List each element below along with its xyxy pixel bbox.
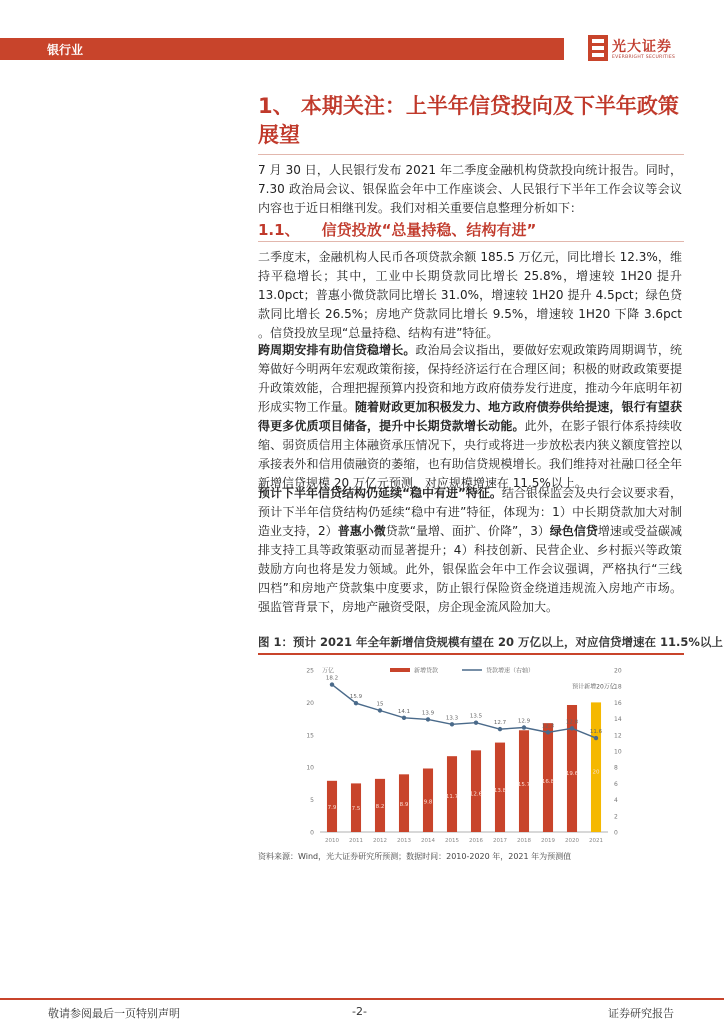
y-tick-label: 20: [306, 699, 314, 707]
growth-point-2019: [546, 730, 550, 734]
y2-tick-label: 0: [614, 829, 618, 837]
y2-tick-label: 2: [614, 813, 618, 821]
y2-tick-label: 16: [614, 699, 622, 707]
growth-line: [332, 685, 596, 738]
growth-point-2011: [354, 701, 358, 705]
legend-label-bars: 新增贷款: [414, 667, 439, 675]
paragraph-credit-overview: 二季度末，金融机构人民币各项贷款余额 185.5 万亿元，同比增长 12.3%，维持平稳增长；其中，工业中长期贷款同比增长 25.8%，增速较 1H20 提升 13.0pct；普惠小微贷款同比增长 31.0%，增速较 1H20 提升 4.5pct；绿色贷款同比增长 26.5%；房地产贷款同比增长 9.5%，增速较 1H20 下降 3.6pct 。信贷投放呈现“总量持稳、结构有进”特征。: [258, 250, 682, 340]
brand-name: 光大证券: [612, 39, 672, 55]
bar-2018: [519, 730, 529, 832]
x-tick-label: 2014: [421, 838, 435, 844]
x-tick-label: 2019: [541, 838, 555, 844]
y2-tick-label: 4: [614, 797, 618, 805]
y-tick-label: 5: [310, 797, 314, 805]
paragraph-structure: [258, 484, 682, 617]
x-tick-label: 2021: [589, 838, 603, 844]
paragraph-highlight: 绿色信贷: [549, 524, 598, 538]
legend-label-line: 贷款增速（右轴）: [486, 667, 535, 675]
paragraph-text: 结合银保监会及央行会议要求看，预计下半年信贷结构仍延续“稳中有进”特征，体现为：1）中长期贷款加大对制造业支持，2）: [258, 486, 682, 538]
y2-tick-label: 14: [614, 716, 622, 724]
figure-title-rule: [258, 653, 684, 655]
paragraph-lead: 跨周期安排有助信贷稳增长。: [258, 343, 416, 357]
y-tick-label: 25: [306, 667, 314, 675]
growth-value-label: 15.9: [349, 694, 363, 701]
bar-2021: [591, 702, 601, 832]
growth-value-label: 12.7: [493, 720, 507, 727]
paragraph-highlight: 随着财政更加积极发力、地方政府债券供给提速，银行有望获得更多优质项目储备，提升中长期贷款增长动能。: [258, 400, 682, 433]
growth-value-label: 13.9: [421, 710, 435, 717]
subsection-number: 1.1、: [258, 221, 300, 239]
y-tick-label: 10: [306, 764, 314, 772]
y2-tick-label: 8: [614, 764, 618, 772]
forecast-annotation: 预计新增20万亿: [572, 683, 616, 691]
growth-value-label: 13.5: [469, 713, 483, 720]
subsection-title: [258, 219, 536, 240]
growth-point-2014: [426, 717, 430, 721]
header-bar: [0, 38, 564, 60]
figure-title: 图 1：预计 2021 年全年新增信贷规模有望在 20 万亿以上，对应信贷增速在 11.5%以上: [258, 635, 723, 649]
bar-value-label: 7.5: [351, 806, 361, 813]
growth-value-label: 12.9: [517, 718, 531, 725]
paragraph-highlight: 普惠小微: [337, 524, 386, 538]
bar-value-label: 20: [592, 769, 600, 776]
growth-value-label: 15: [376, 701, 384, 708]
y2-tick-label: 10: [614, 748, 622, 756]
legend-swatch-bars: [390, 668, 410, 672]
growth-point-2021: [594, 736, 598, 740]
x-tick-label: 2010: [325, 838, 339, 844]
page-number: -2-: [352, 1005, 367, 1018]
x-tick-label: 2018: [517, 838, 531, 844]
paragraph-text: 此外，在影子银行体系持续收缩、弱资质信用主体融资承压情况下，央行或将进一步放松表内狭义额度管控以承接表外和信用债融资的萎缩，也有助信贷规模增长。我们维持对社融口径全年新增信贷规模 20 万亿元预测，对应规模增速在 11.5%以上。: [258, 419, 682, 490]
bar-2019: [543, 723, 553, 832]
growth-point-2016: [474, 720, 478, 724]
brand-subtitle: EVERBRIGHT SECURITIES: [612, 55, 676, 60]
x-tick-label: 2011: [349, 838, 363, 844]
y-tick-label: 15: [306, 732, 314, 740]
paragraph-text: 增速或受益碳减排支持工具等政策驱动而显著提升；4）科技创新、民营企业、乡村振兴等政策鼓励方向也将是发力领域。此外，银保监会年中工作会议强调，严格执行“三线四档”和房地产贷款集中度要求，防止银行保险资金绕道违规流入房地产市场。强监管背景下，房地产融资受限，房企现金流风险加大。: [258, 524, 682, 614]
bar-value-label: 8.2: [375, 804, 385, 811]
footer-disclaimer: 敬请参阅最后一页特别声明: [48, 1007, 180, 1020]
growth-point-2020: [570, 726, 574, 730]
bar-value-label: 8.9: [399, 802, 409, 809]
bar-value-label: 9.8: [423, 799, 433, 806]
y2-tick-label: 20: [614, 667, 622, 675]
section-title: 1、 本期关注：上半年信贷投向及下半年政策展望: [258, 94, 679, 147]
y-tick-label: 0: [310, 829, 314, 837]
bar-value-label: 15.7: [517, 782, 531, 789]
growth-value-label: 12.3: [541, 723, 555, 730]
growth-point-2015: [450, 722, 454, 726]
growth-point-2010: [330, 682, 334, 686]
growth-value-label: 11.6: [589, 729, 603, 736]
paragraph-text: 政治局会议指出，要做好宏观政策跨周期调节，统筹做好今明两年宏观政策衔接，保持经济运行在合理区间；积极的财政政策要提升政策效能，合理把握预算内投资和地方政府债券发行进度，推动今年底明年初形成实物工作量。: [258, 343, 682, 414]
x-tick-label: 2017: [493, 838, 507, 844]
y2-tick-label: 18: [614, 683, 622, 691]
sector-label: 银行业: [47, 43, 84, 57]
growth-value-label: 14.1: [397, 708, 411, 715]
bar-value-label: 11.7: [445, 793, 459, 800]
subsection-divider: [258, 241, 684, 242]
growth-value-label: 18.2: [325, 675, 339, 682]
x-tick-label: 2016: [469, 838, 483, 844]
bar-value-label: 13.8: [493, 787, 507, 794]
brand-mark-icon: [588, 35, 608, 61]
x-tick-label: 2013: [397, 838, 411, 844]
paragraph-text: 贷款“量增、面扩、价降”，3）: [385, 524, 550, 538]
bar-value-label: 16.8: [541, 779, 555, 786]
bar-value-label: 12.6: [469, 791, 483, 798]
paragraph-lead: 预计下半年信贷结构仍延续“稳中有进”特征。: [258, 486, 502, 500]
growth-point-2017: [498, 727, 502, 731]
growth-point-2018: [522, 725, 526, 729]
footer-rule: [0, 998, 724, 1000]
figure-source: 资料来源：Wind，光大证券研究所预测；数据时间：2010-2020 年，2021 年为预测值: [258, 852, 572, 861]
bar-value-label: 7.9: [327, 804, 337, 811]
credit-chart: [258, 656, 684, 848]
brand-logo: [588, 33, 698, 67]
y-axis-unit: 万亿: [322, 667, 335, 675]
x-tick-label: 2020: [565, 838, 579, 844]
growth-value-label: 13.3: [445, 715, 459, 722]
x-tick-label: 2012: [373, 838, 387, 844]
y2-tick-label: 6: [614, 780, 618, 788]
growth-point-2013: [402, 716, 406, 720]
x-tick-label: 2015: [445, 838, 459, 844]
subsection-text: 信贷投放“总量持稳、结构有进”: [321, 221, 537, 239]
bar-value-label: 19.6: [565, 770, 579, 777]
footer-report-type: 证券研究报告: [608, 1007, 674, 1020]
paragraph-cross-cycle: [258, 341, 682, 493]
y2-tick-label: 12: [614, 732, 622, 740]
intro-paragraph: 7 月 30 日，人民银行发布 2021 年二季度金融机构贷款投向统计报告。同时，7.30 政治局会议、银保监会年中工作座谈会、人民银行下半年工作会议等会议内容也于近日相继刊发。我们对相关重要信息整理分析如下：: [258, 163, 682, 215]
section-divider: [258, 154, 684, 155]
growth-point-2012: [378, 708, 382, 712]
growth-value-label: 12.8: [565, 719, 579, 726]
